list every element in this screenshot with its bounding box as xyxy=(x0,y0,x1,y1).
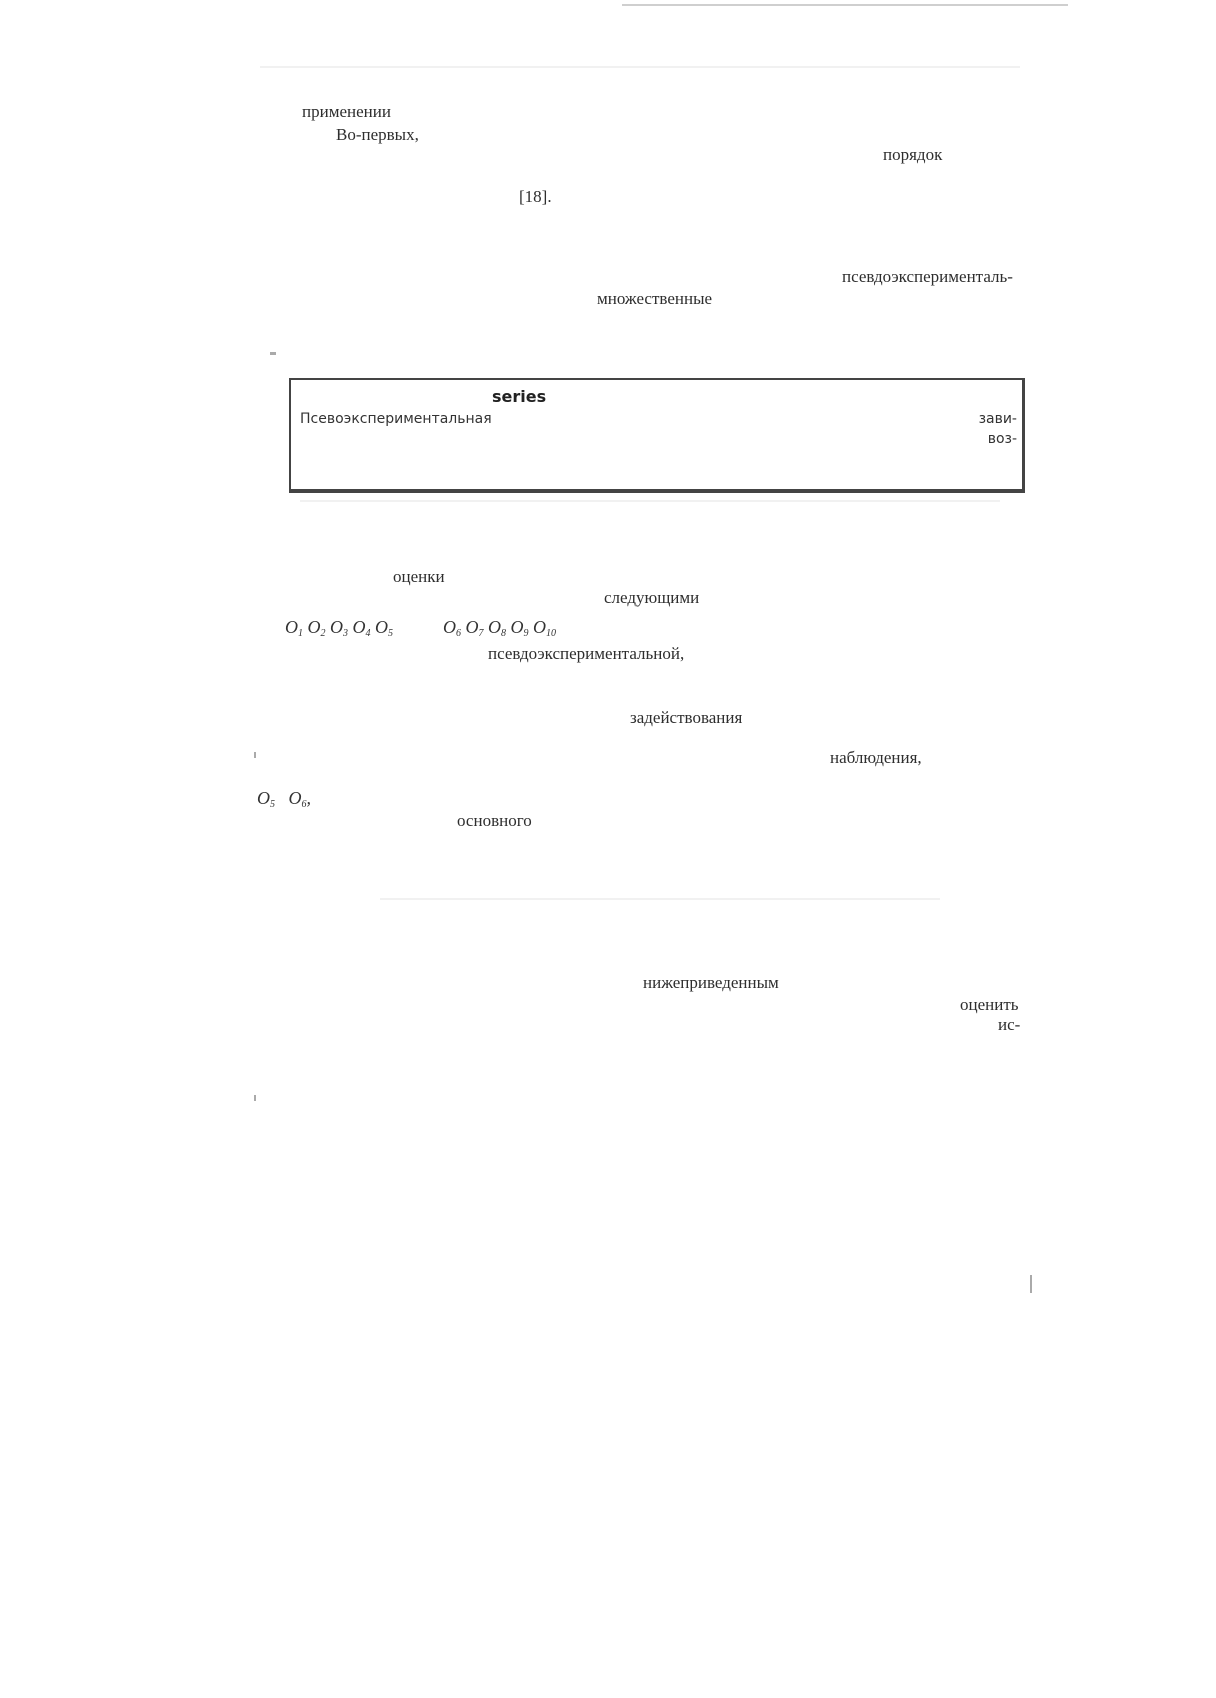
scan-artifact xyxy=(260,66,1020,68)
word-poryadok: порядок xyxy=(883,145,943,164)
observation-o6: $O_6$ xyxy=(443,617,461,639)
observation-o9: $O_9$ xyxy=(510,617,529,639)
observations-group-1 xyxy=(285,617,393,644)
word-vo-pervyh: Во-первых, xyxy=(336,125,419,144)
note-box-text-right-2: воз- xyxy=(987,431,1017,447)
observation-o6-pair: $O_6$, xyxy=(288,788,311,810)
word-nizhe: нижеприведенным xyxy=(643,973,779,992)
observation-o10: $O_{10}$ xyxy=(533,617,556,639)
word-is-hyphen: ис- xyxy=(998,1015,1021,1034)
note-box-text-left: Псевоэкспериментальная xyxy=(300,411,492,427)
word-sleduyushchimi: следующими xyxy=(604,588,700,607)
word-psevdoeksperimental-hyphen: псевдоэксперименталь- xyxy=(842,267,1013,286)
observation-o3: $O_3$ xyxy=(330,617,348,639)
observation-o4: $O_4$ xyxy=(352,617,371,639)
word-nablyudeniya: наблюдения, xyxy=(830,748,922,767)
word-primenenii: применении xyxy=(302,102,391,121)
note-box-text-right-1: зави- xyxy=(978,411,1017,427)
scan-speck xyxy=(254,1095,256,1101)
word-otsenit: оценить xyxy=(960,995,1019,1014)
scan-artifact xyxy=(300,500,1000,502)
word-otsenki: оценки xyxy=(393,567,445,586)
observation-o2: $O_2$ xyxy=(307,617,326,639)
top-rule xyxy=(622,4,1068,6)
observation-o5-pair: $O_5$ xyxy=(257,788,275,810)
observation-o1: $O_1$ xyxy=(285,617,303,639)
scan-speck xyxy=(254,752,256,758)
word-mnozhestvennye: множественные xyxy=(597,289,713,308)
word-zadeystvovaniya: задействования xyxy=(630,708,743,727)
observations-group-2 xyxy=(443,617,556,644)
note-box xyxy=(289,378,1025,493)
scan-speck xyxy=(1030,1275,1032,1293)
word-psevdoeksperimentalnoy: псевдоэкспериментальной, xyxy=(488,644,685,663)
observations-pair xyxy=(257,788,311,815)
scan-artifact xyxy=(380,898,940,900)
observation-o8: $O_8$ xyxy=(488,617,506,639)
note-box-title: series xyxy=(492,387,547,406)
observation-o7: $O_7$ xyxy=(465,617,484,639)
observation-o5: $O_5$ xyxy=(375,617,393,639)
word-osnovnogo: основного xyxy=(457,811,532,830)
scan-speck xyxy=(270,352,276,355)
citation-ref: [18]. xyxy=(519,187,552,206)
